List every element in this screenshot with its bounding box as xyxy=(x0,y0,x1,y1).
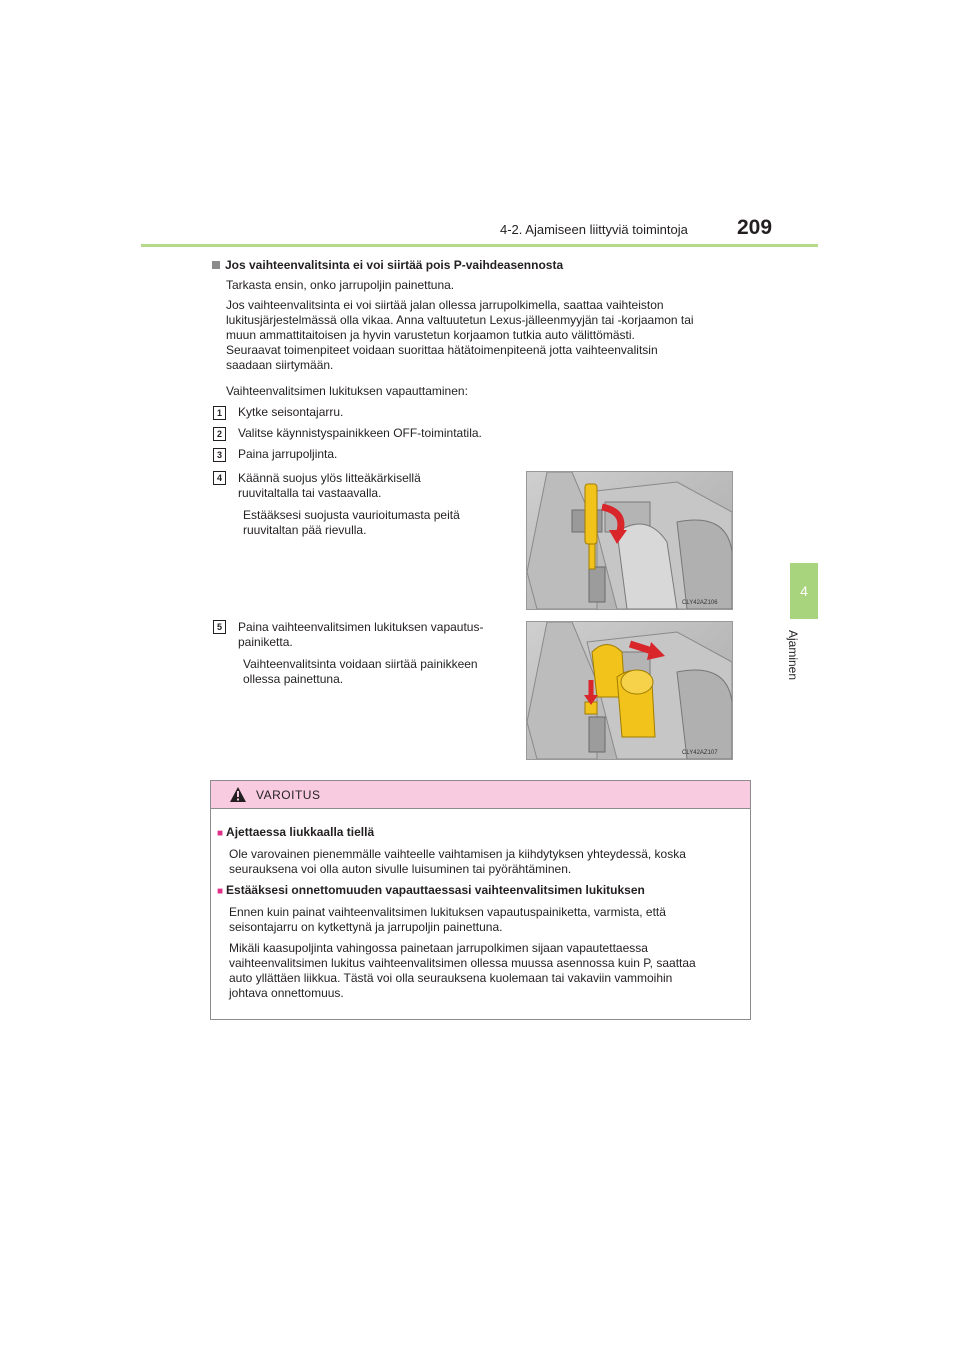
step-text: Kytke seisontajarru. xyxy=(238,405,344,419)
warning-text: Ole varovainen pienemmälle vaihteelle vaihtamisen ja kiihdytyksen yhteydessä, koska xyxy=(229,847,686,861)
step-text: ruuvitaltalla tai vastaavalla. xyxy=(238,486,382,500)
step-number: 1 xyxy=(213,406,226,420)
square-bullet-icon: ■ xyxy=(217,828,224,839)
warning-text: vaihteenvalitsimen lukitus vaihteenvalitsimen ollessa muussa asennossa kuin P, saattaa xyxy=(229,956,696,970)
warning-text: Mikäli kaasupoljinta vahingossa painetaan jarrupolkimen sijaan vapautettaessa xyxy=(229,941,648,955)
warning-heading xyxy=(217,825,374,842)
running-header: 4-2. Ajamiseen liittyviä toimintoja xyxy=(500,222,688,237)
paragraph-line: muun ammattitaitoisen ja hyvin varustetun korjaamon tutkia auto välittömästi. xyxy=(226,328,635,342)
paragraph-check-brake: Tarkasta ensin, onko jarrupoljin painettuna. xyxy=(226,278,455,292)
paragraph-line: Jos vaihteenvalitsinta ei voi siirtää jalan ollessa jarrupolkimella, saattaa vaihteiston xyxy=(226,298,664,312)
warning-text: johtava onnettomuus. xyxy=(229,986,344,1000)
figure-code: CLY42AZ106 xyxy=(682,600,718,606)
square-bullet-icon xyxy=(212,261,220,269)
figure-release-button xyxy=(526,621,733,760)
step-note: ruuvitaltan pää rievulla. xyxy=(243,523,367,537)
chapter-tab: 4 xyxy=(790,563,818,619)
console-illustration-icon xyxy=(527,622,732,759)
warning-header xyxy=(211,781,750,809)
square-bullet-icon: ■ xyxy=(217,886,224,897)
warning-title: VAROITUS xyxy=(256,788,321,802)
warning-heading-text: Ajettaessa liukkaalla tiellä xyxy=(226,825,375,839)
warning-box xyxy=(210,780,751,1020)
figure-code: CLY42AZ107 xyxy=(682,750,718,756)
console-illustration-icon xyxy=(527,472,732,609)
chapter-label xyxy=(782,630,822,690)
paragraph-release-intro: Vaihteenvalitsimen lukituksen vapauttaminen: xyxy=(226,384,468,398)
warning-text: Ennen kuin painat vaihteenvalitsimen lukituksen vapautuspainiketta, varmista, että xyxy=(229,905,666,919)
step-note: Estääksesi suojusta vaurioitumasta peitä xyxy=(243,508,460,522)
chapter-label-text: Ajaminen xyxy=(786,630,800,681)
step-note: Vaihteenvalitsinta voidaan siirtää painikkeen xyxy=(243,657,478,671)
section-title xyxy=(212,258,563,273)
step-text: Valitse käynnistyspainikkeen OFF-toimintatila. xyxy=(238,426,482,440)
step-text: painiketta. xyxy=(238,635,293,649)
step-text: Paina jarrupoljinta. xyxy=(238,447,338,461)
warning-text: auto yllättäen liikkua. Tästä voi olla seurauksena kuolemaan tai vakaviin vammoihin xyxy=(229,971,673,985)
section-title-text: Jos vaihteenvalitsinta ei voi siirtää pois P-vaihdeasennosta xyxy=(225,258,564,272)
step-number: 5 xyxy=(213,620,226,634)
warning-heading xyxy=(217,883,645,900)
header-rule xyxy=(141,244,818,247)
warning-text: seurauksena voi olla auton sivulle luisuminen tai pyörähtäminen. xyxy=(229,862,572,876)
page-number: 209 xyxy=(737,216,773,239)
warning-triangle-icon xyxy=(229,786,247,803)
paragraph-line: lukitusjärjestelmässä olla vikaa. Anna valtuutetun Lexus-jälleenmyyjän tai -korjaamon tai xyxy=(226,313,694,327)
figure-shift-cover xyxy=(526,471,733,610)
step-number: 3 xyxy=(213,448,226,462)
step-number: 4 xyxy=(213,471,226,485)
step-note: ollessa painettuna. xyxy=(243,672,344,686)
step-text: Käännä suojus ylös litteäkärkisellä xyxy=(238,471,421,485)
warning-heading-text: Estääksesi onnettomuuden vapauttaessasi vaihteenvalitsimen lukituksen xyxy=(226,883,645,897)
warning-text: seisontajarru on kytkettynä ja jarrupoljin painettuna. xyxy=(229,920,503,934)
paragraph-line: Seuraavat toimenpiteet voidaan suorittaa hätätoimenpiteenä jotta vaihteenvalitsin xyxy=(226,343,658,357)
step-number: 2 xyxy=(213,427,226,441)
step-text: Paina vaihteenvalitsimen lukituksen vapautus- xyxy=(238,620,484,634)
paragraph-line: saadaan siirtymään. xyxy=(226,358,334,372)
